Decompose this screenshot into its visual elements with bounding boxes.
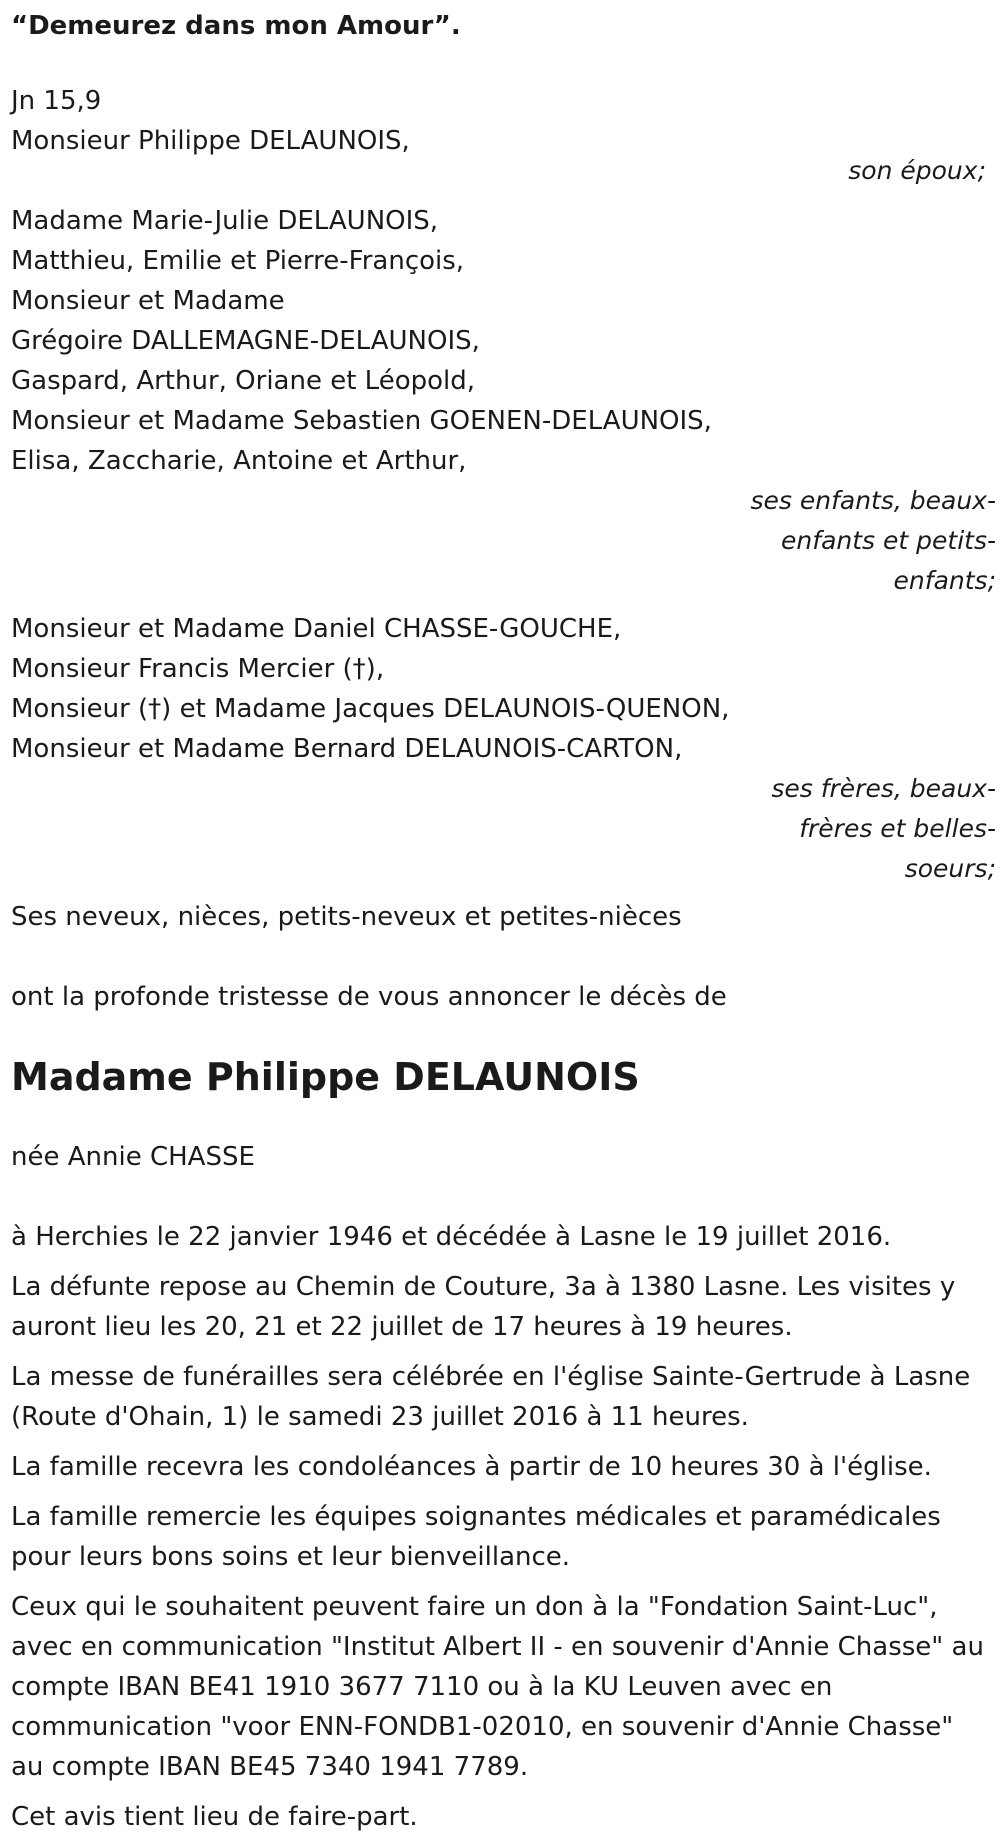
sibling-line: Monsieur et Madame Daniel CHASSE-GOUCHE, (11, 614, 622, 644)
scripture-reference: Jn 15,9 (11, 86, 102, 116)
sibling-line: Monsieur (†) et Madame Jacques DELAUNOIS-QUENON, (11, 694, 730, 724)
siblings-relation: ses frères, beaux-frères et belles-soeurs; (771, 774, 996, 883)
children-line: Monsieur et Madame Sebastien GOENEN-DELAUNOIS, (11, 406, 712, 436)
children-line: Madame Marie-Julie DELAUNOIS, (11, 206, 439, 236)
deceased-name: Madame Philippe DELAUNOIS (11, 1055, 640, 1099)
maiden-name: née Annie CHASSE (11, 1142, 255, 1172)
birth-death-paragraph: à Herchies le 22 janvier 1946 et décédée à Lasne le 19 juillet 2016. (11, 1222, 892, 1252)
siblings-list (11, 609, 986, 769)
spouse-name: Monsieur Philippe DELAUNOIS, (11, 126, 410, 156)
children-relation: ses enfants, beaux-enfants et petits-enfants; (750, 486, 996, 595)
condolences-paragraph: La famille recevra les condoléances à partir de 10 heures 30 à l'église. (11, 1452, 932, 1482)
announcement-text: ont la profonde tristesse de vous annoncer le décès de (11, 982, 727, 1012)
children-line: Grégoire DALLEMAGNE-DELAUNOIS, (11, 326, 480, 356)
children-line: Matthieu, Emilie et Pierre-François, (11, 246, 465, 276)
sibling-line: Monsieur Francis Mercier (†), (11, 654, 385, 684)
details-section (11, 1217, 986, 1837)
children-line: Elisa, Zaccharie, Antoine et Arthur, (11, 446, 467, 476)
scripture-quote: “Demeurez dans mon Amour”. (11, 11, 461, 41)
thanks-paragraph: La famille remercie les équipes soignantes médicales et paramédicales pour leurs bons soins et leur bienveillance. (11, 1502, 941, 1572)
funeral-mass-paragraph: La messe de funérailles sera célébrée en l'église Sainte-Gertrude à Lasne (Route d'Ohain, 1) le samedi 23 juillet 2016 à 11 heures. (11, 1362, 971, 1432)
children-line: Monsieur et Madame (11, 286, 285, 316)
spouse-relation: son époux; (848, 156, 986, 185)
sibling-line: Monsieur et Madame Bernard DELAUNOIS-CARTON, (11, 734, 683, 764)
visitation-paragraph: La défunte repose au Chemin de Couture, 3a à 1380 Lasne. Les visites y auront lieu les 20, 21 et 22 juillet de 17 heures à 19 heures. (11, 1272, 956, 1342)
closing-paragraph: Cet avis tient lieu de faire-part. (11, 1802, 418, 1832)
donation-paragraph: Ceux qui le souhaitent peuvent faire un don à la "Fondation Saint-Luc", avec en communication "Institut Albert II - en souvenir d'Annie Chasse" au compte IBAN BE41 1910 3677 7110 ou à la KU Leuven avec en communication "voor ENN-FONDB1-02010, en souvenir d'Annie Chasse" au compte IBAN BE45 7340 1941 7789. (11, 1592, 984, 1782)
children-list (11, 201, 986, 481)
nephews-line: Ses neveux, nièces, petits-neveux et petites-nièces (11, 902, 682, 932)
children-line: Gaspard, Arthur, Oriane et Léopold, (11, 366, 476, 396)
